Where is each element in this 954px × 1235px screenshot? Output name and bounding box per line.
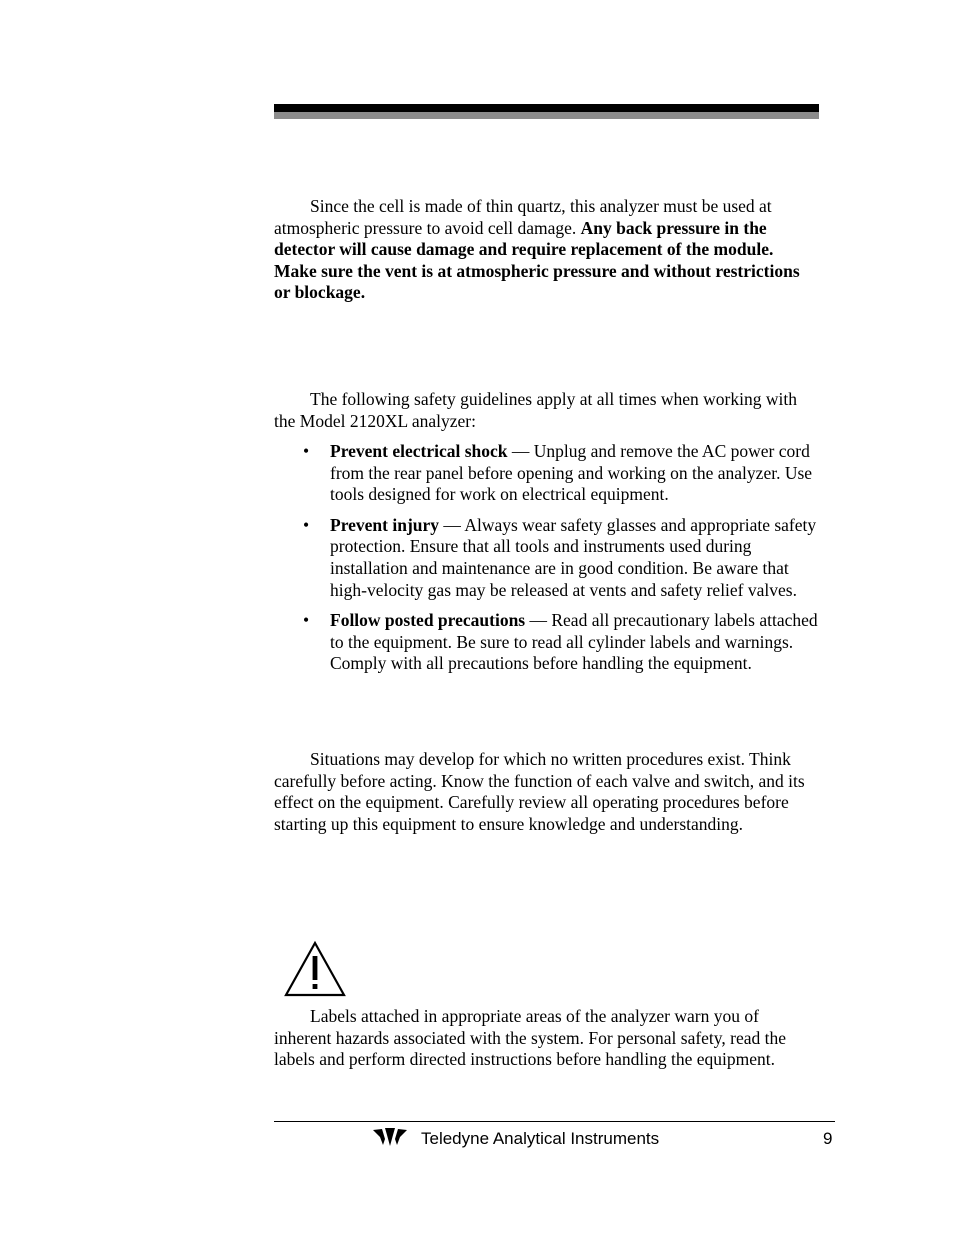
cell-pressure-lead: Since the cell is made of thin quartz, this analyzer must be used at atmospheric pressure to avoid cell damage. — [274, 196, 772, 238]
list-item — [274, 610, 819, 675]
cell-pressure-paragraph — [274, 196, 819, 304]
list-item — [274, 441, 819, 506]
situations-paragraph — [274, 749, 819, 835]
labels-paragraph — [274, 1006, 819, 1071]
safety-intro-text: The following safety guidelines apply at all times when working with the Model 2120XL analyzer: — [274, 389, 797, 431]
situations-text: Situations may develop for which no written procedures exist. Think carefully before acting. Know the function of each valve and switch, and its effect on the equipment. Carefully review all operating procedures before starting up this equipment to ensure knowledge and understanding. — [274, 749, 805, 834]
header-rule-gray — [274, 112, 819, 119]
bullet-text: — Read all precautionary labels attached to the equipment. Be sure to read all cylinder labels and warnings. Comply with all precautions before handling the equipment. — [330, 610, 818, 674]
safety-intro-paragraph — [274, 389, 819, 432]
bullet-text: — Always wear safety glasses and appropriate safety protection. Ensure that all tools and instruments used during installation and maintenance are in good condition. Be aware that high-velocity gas may be released at vents and safety relief valves. — [330, 514, 817, 600]
page-number: 9 — [823, 1129, 833, 1148]
list-item — [274, 515, 819, 601]
footer-rule — [274, 1121, 835, 1122]
bullet-icon: • — [303, 441, 310, 461]
bullet-title: Prevent injury — [330, 514, 440, 535]
bullet-text: — Unplug and remove the AC power cord from the rear panel before opening and working on the analyzer. Use tools designed for work on electrical equipment. — [330, 441, 813, 505]
labels-text: Labels attached in appropriate areas of the analyzer warn you of inherent hazards associated with the system. For personal safety, read the labels and perform directed instructions before handling the equipment. — [274, 1006, 787, 1070]
bullet-icon: • — [303, 514, 310, 535]
bullet-title: Prevent electrical shock — [330, 441, 508, 461]
footer-company: Teledyne Analytical Instruments — [421, 1129, 660, 1148]
warning-triangle-icon — [283, 940, 347, 998]
bullet-title: Follow posted precautions — [330, 610, 526, 631]
cell-pressure-warning: Any back pressure in the detector will cause damage and require replacement of the module. Make sure the vent is at atmospheric pressure and without restrictions or blockage. — [274, 217, 800, 303]
teledyne-logo-icon — [372, 1127, 408, 1147]
header-rule-black — [274, 104, 819, 112]
safety-guidelines-list — [274, 441, 819, 684]
bullet-icon: • — [303, 610, 310, 631]
